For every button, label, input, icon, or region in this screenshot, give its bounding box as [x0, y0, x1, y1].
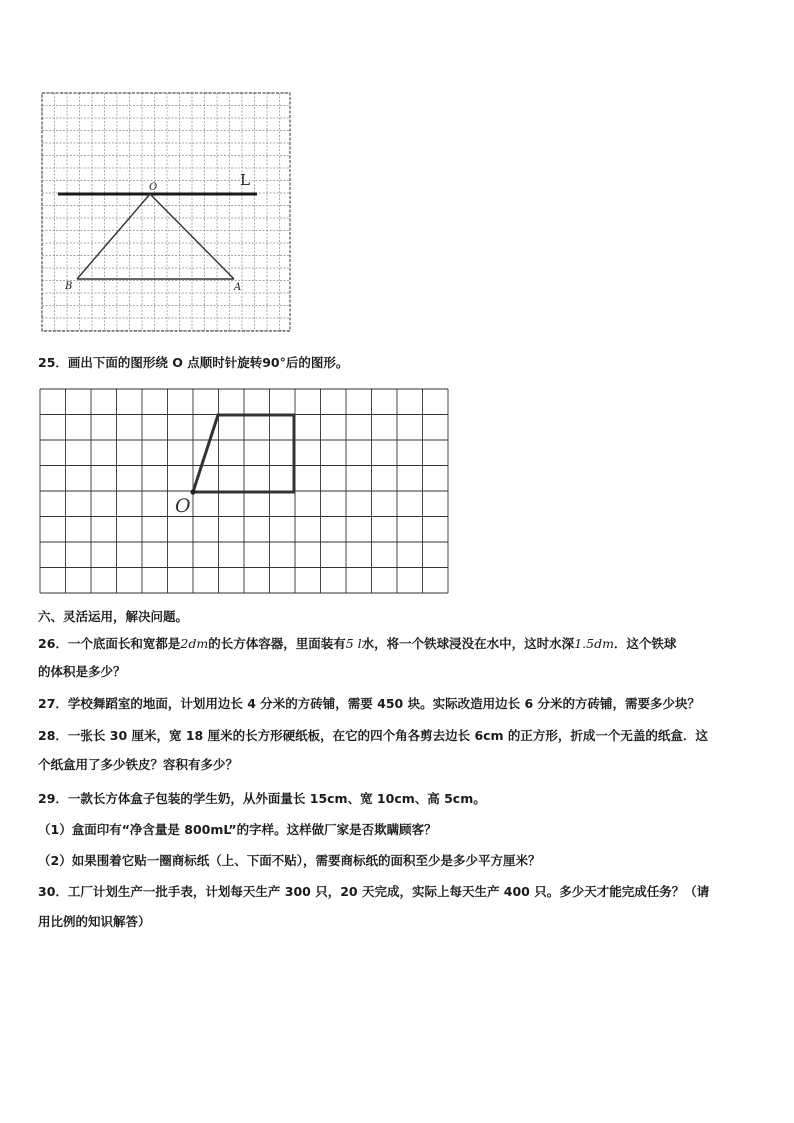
label-a: A — [234, 282, 242, 293]
question-29-part-1: （1）盒面印有“净含量是 800mL”的字样。这样做厂家是否欺瞒顾客？ — [38, 822, 437, 837]
question-30-line-2: 用比例的知识解答） — [38, 914, 151, 929]
q26-value-2dm: 2dm — [180, 636, 209, 651]
q26-text-c: 水，将一个铁球浸没在水中，这时水深 — [361, 636, 575, 651]
label-o: O — [149, 182, 158, 193]
figure-quadrilateral-grid — [38, 386, 450, 596]
question-26-line-2: 的体积是多少？ — [38, 664, 126, 679]
question-27: 27．学校舞蹈室的地面，计划用边长 4 分米的方砖铺，需要 450 块。实际改造用边长 6 分米的方砖铺，需要多少块？ — [38, 696, 700, 711]
q26-text-d: ．这个铁球 — [613, 636, 677, 651]
point-o — [190, 489, 195, 494]
q26-value-depth: 1.5dm — [574, 636, 614, 651]
fig1-grid-lines — [42, 93, 290, 331]
question-28-line-1: 28．一张长 30 厘米，宽 18 厘米的长方形硬纸板，在它的四个角各剪去边长 6cm 的正方形，折成一个无盖的纸盒．这 — [38, 728, 708, 743]
q26-text-a: 26．一个底面长和宽都是 — [38, 636, 181, 651]
quadrilateral-shape — [193, 415, 294, 492]
question-25: 25．画出下面的图形绕 O 点顺时针旋转90°后的图形。 — [38, 355, 349, 370]
q26-text-b: 的长方体容器，里面装有 — [208, 636, 346, 651]
question-29-part-2: （2）如果围着它贴一圈商标纸（上、下面不贴），需要商标纸的面积至少是多少平方厘米？ — [38, 853, 541, 868]
section-heading: 六、灵活运用，解决问题。 — [38, 609, 189, 624]
figure-rotation-grid — [38, 90, 294, 336]
question-30-line-1: 30．工厂计划生产一批手表，计划每天生产 300 只，20 天完成，实际上每天生产 400 只。多少天才能完成任务？（请 — [38, 884, 710, 899]
label-b: B — [65, 281, 73, 292]
segment-ob — [77, 194, 150, 279]
label-l: L — [240, 171, 250, 189]
label-o-fig2: O — [175, 495, 191, 517]
question-26-line-1 — [38, 636, 676, 652]
q26-value-5l: 5 l — [345, 636, 362, 651]
question-28-line-2: 个纸盒用了多少铁皮？容积有多少？ — [38, 757, 239, 772]
question-29: 29．一款长方体盒子包装的学生奶，从外面量长 15cm、宽 10cm、高 5cm。 — [38, 791, 486, 806]
